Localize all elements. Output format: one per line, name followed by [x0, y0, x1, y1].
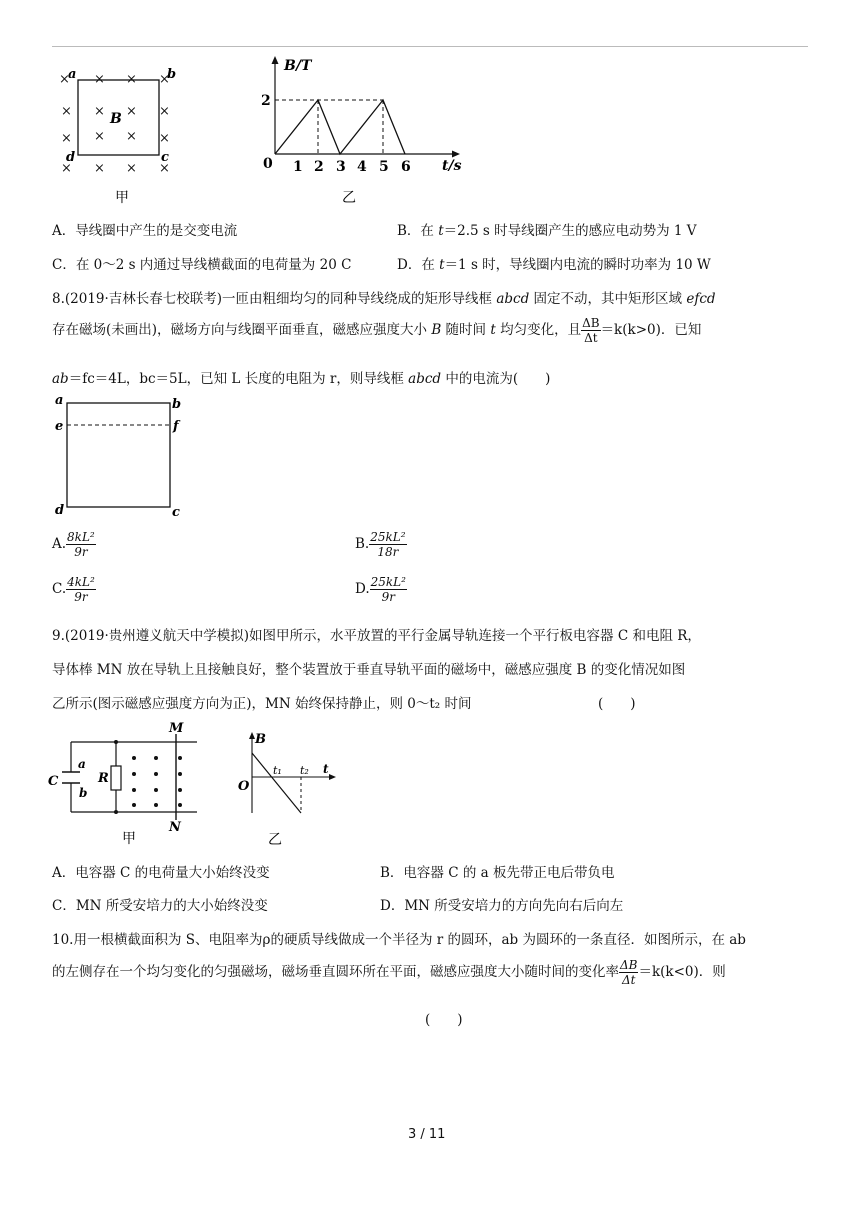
q7-option-b: B．在 t＝2.5 s 时导线圈产生的感应电动势为 1 V	[397, 223, 697, 239]
label-R: R	[98, 771, 109, 786]
q9-line-1: 9.(2019·贵州遵义航天中学模拟)如图甲所示，水平放置的平行金属导轨连接一个平行板电容器 C 和电阻 R，	[52, 628, 701, 644]
label-a: a	[78, 757, 86, 771]
q9-circuit-figure	[45, 720, 205, 850]
q10-line-1: 10.用一根横截面积为 S、电阻率为ρ的硬质导线做成一个半径为 r 的圆环，ab 为圆环的一条直径．如图所示，在 ab	[52, 932, 746, 948]
y-axis-label: B/T	[284, 58, 312, 74]
q9-option-c: C．MN 所受安培力的大小始终没变	[52, 898, 268, 914]
label-b: b	[172, 397, 182, 412]
cross-mark: ×	[126, 161, 137, 176]
label-f: f	[173, 419, 179, 434]
field-dots	[132, 756, 182, 807]
label-c: c	[172, 505, 180, 520]
cross-mark: ×	[94, 161, 105, 176]
label-O: O	[238, 779, 250, 794]
x-axis-arrow	[329, 774, 336, 780]
q10-line-2: 的左侧存在一个均匀变化的匀强磁场，磁场垂直圆环所在平面，磁感应强度大小随时间的变化率 $\frac{\Delta B}{\Delta t}$ ＝k(k<0)．则	[52, 958, 726, 987]
figure-caption-jia: 甲	[115, 190, 129, 206]
frame-rectangle	[67, 403, 170, 507]
cross-mark: ×	[61, 131, 72, 146]
cross-mark: ×	[61, 104, 72, 119]
figure-caption-jia: 甲	[122, 831, 136, 847]
resistor-R	[111, 766, 121, 790]
corner-a: a	[68, 67, 77, 82]
label-N: N	[169, 820, 181, 835]
cross-mark: ×	[159, 104, 170, 119]
cross-mark: ×	[59, 72, 70, 87]
figure-yi-bt-graph	[255, 50, 470, 210]
q8-fraction: $\frac{\Delta B}{\Delta t}$	[582, 316, 600, 345]
q8-option-d: D. $\frac{\text{25kL²}}{9r}$	[355, 575, 406, 604]
x-tick: 4	[357, 159, 367, 175]
q9-line-2: 导体棒 MN 放在导轨上且接触良好，整个装置放于垂直导轨平面的磁场中，磁感应强度 B 的变化情况如图	[52, 662, 686, 678]
q8-line-3: ab＝fc＝4L，bc＝5L，已知 L 长度的电阻为 r，则导线框 abcd 中的电流为( )	[52, 371, 551, 387]
label-d: d	[55, 503, 65, 518]
x-tick: 1	[293, 159, 303, 175]
corner-c: c	[161, 150, 169, 165]
cross-mark: ×	[126, 104, 137, 119]
bt-line	[252, 753, 301, 813]
label-M: M	[169, 721, 184, 736]
bt-curve	[275, 100, 405, 154]
corner-b: b	[167, 67, 177, 82]
figure-caption-yi: 乙	[268, 832, 282, 848]
label-C: C	[48, 774, 59, 789]
q10-answer-paren: ( )	[425, 1012, 463, 1028]
origin-label: 0	[263, 156, 273, 172]
figure-jia-coil	[55, 62, 185, 207]
x-tick: 3	[336, 159, 346, 175]
q7-option-c: C．在 0～2 s 内通过导线横截面的电荷量为 20 C	[52, 257, 352, 273]
x-tick: 6	[401, 159, 411, 175]
q9-line-3: 乙所示(图示磁感应强度方向为正)，MN 始终保持静止，则 0～t₂ 时间	[52, 696, 472, 712]
y-tick-2: 2	[261, 93, 271, 109]
q9-bt-graph	[230, 725, 345, 850]
field-label-B: B	[110, 111, 122, 127]
q8-option-b: B. $\frac{\text{25kL²}}{18r}$	[355, 530, 406, 559]
q9-option-d: D．MN 所受安培力的方向先向右后向左	[380, 898, 624, 914]
q8-frame-figure	[50, 392, 190, 522]
label-b: b	[79, 786, 88, 800]
cross-mark: ×	[159, 161, 170, 176]
q8-option-c: C. $\frac{\text{4kL²}}{9r}$	[52, 575, 95, 604]
q9-option-a: A．电容器 C 的电荷量大小始终没变	[52, 865, 270, 881]
q8-option-a: A. $\frac{\text{8kL²}}{9r}$	[52, 530, 95, 559]
x-tick: 2	[314, 159, 324, 175]
cross-mark: ×	[126, 72, 137, 87]
cross-mark: ×	[94, 129, 105, 144]
page-number: 3 / 11	[408, 1127, 446, 1142]
cross-mark: ×	[61, 161, 72, 176]
junction-dot	[114, 810, 118, 814]
x-axis-label: t/s	[442, 158, 462, 174]
label-t2: t₂	[300, 764, 309, 777]
label-B: B	[255, 732, 266, 747]
q7-option-d: D．在 t＝1 s 时，导线圈内电流的瞬时功率为 10 W	[397, 257, 711, 273]
q10-fraction: $\frac{\Delta B}{\Delta t}$	[620, 958, 638, 987]
q8-line-1: 8.(2019·吉林长春七校联考)一匝由粗细均匀的同种导线绕成的矩形导线框 abcd 固定不动，其中矩形区域 efcd	[52, 291, 716, 307]
cross-mark: ×	[126, 129, 137, 144]
label-a: a	[55, 393, 64, 408]
corner-d: d	[66, 150, 76, 165]
x-axis-arrow	[452, 151, 460, 158]
cross-mark: ×	[159, 131, 170, 146]
junction-dot	[114, 740, 118, 744]
q7-option-a: A．导线圈中产生的是交变电流	[52, 223, 238, 239]
label-t1: t₁	[273, 764, 282, 777]
figure-caption-yi: 乙	[342, 190, 356, 206]
label-t: t	[323, 762, 329, 776]
q9-option-b: B．电容器 C 的 a 板先带正电后带负电	[380, 865, 615, 881]
label-e: e	[55, 419, 64, 434]
q9-answer-paren: ( )	[598, 696, 636, 712]
cross-mark: ×	[94, 72, 105, 87]
x-tick: 5	[379, 159, 389, 175]
q8-line-2: 存在磁场(未画出)，磁场方向与线圈平面垂直，磁感应强度大小 B 随时间 t 均匀变化，且 $\frac{\Delta B}{\Delta t}$ ＝k(k>0)．已知	[52, 316, 702, 345]
header-rule	[52, 46, 808, 47]
y-axis-arrow	[272, 56, 279, 64]
cross-mark: ×	[94, 104, 105, 119]
cross-mark: ×	[159, 72, 170, 87]
